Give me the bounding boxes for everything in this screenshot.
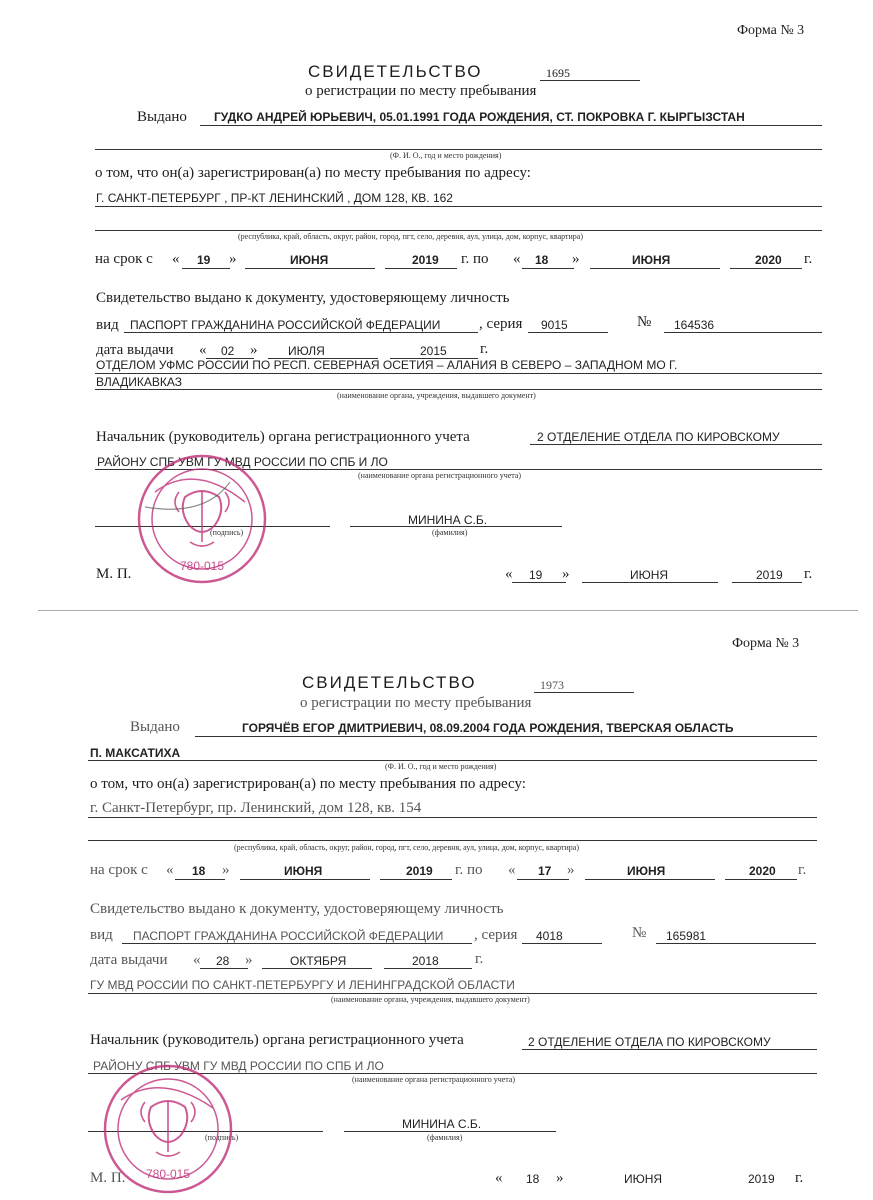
chief-label: Начальник (руководитель) органа регистрационного учета — [90, 1032, 464, 1048]
underline — [88, 817, 817, 818]
quote-open: « — [193, 952, 201, 968]
signature-caption: (подпись) — [210, 528, 244, 537]
issued-to-line-2: П. МАКСАТИХА — [90, 746, 181, 760]
issue-date-label: дата выдачи — [90, 952, 168, 968]
sign-year: 2019 — [756, 568, 783, 582]
chief-surname: МИНИНА С.Б. — [408, 513, 488, 527]
underline — [656, 943, 816, 944]
doc-type-label: вид — [96, 317, 119, 333]
underline — [528, 332, 608, 333]
name-caption: (Ф. И. О., год и место рождения) — [385, 762, 497, 771]
underline — [517, 879, 569, 880]
doc-issued-text: Свидетельство выдано к документу, удостоверяющему личность — [90, 901, 504, 917]
registered-text: о том, что он(а) зарегистрирован(а) по месту пребывания по адресу: — [90, 776, 526, 792]
address: Г. САНКТ-ПЕТЕРБУРГ , ПР-КТ ЛЕНИНСКИЙ , ДОМ 128, КВ. 162 — [96, 191, 453, 205]
series: 9015 — [541, 318, 568, 332]
underline — [240, 879, 370, 880]
underline — [534, 692, 634, 693]
quote-close: » — [222, 862, 230, 878]
quote-open: « — [199, 342, 207, 358]
address: г. Санкт-Петербург, пр. Ленинский, дом 128, кв. 154 — [90, 800, 422, 816]
underline — [522, 1049, 817, 1050]
from-year: 2019 — [412, 253, 439, 267]
mp-label: М. П. — [90, 1170, 126, 1186]
issued-to: ГУДКО АНДРЕЙ ЮРЬЕВИЧ, 05.01.1991 ГОДА РОЖДЕНИЯ, СТ. ПОКРОВКА Г. КЫРГЫЗСТАН — [214, 110, 745, 124]
year-suffix: г. — [798, 862, 807, 878]
document-title: СВИДЕТЕЛЬСТВО — [302, 673, 477, 692]
underline — [590, 268, 720, 269]
sign-month: ИЮНЯ — [624, 1172, 663, 1186]
form-number: Форма № 3 — [737, 23, 805, 38]
quote-close: » — [567, 862, 575, 878]
page-divider — [38, 610, 858, 611]
quote-open: « — [508, 862, 516, 878]
underline — [344, 1131, 556, 1132]
underline — [95, 206, 822, 207]
document-subtitle: о регистрации по месту пребывания — [300, 695, 532, 711]
doc-number: 164536 — [674, 318, 715, 332]
underline — [530, 444, 822, 445]
series: 4018 — [536, 929, 563, 943]
reg-org-line-1: 2 ОТДЕЛЕНИЕ ОТДЕЛА ПО КИРОВСКОМУ — [537, 430, 780, 444]
surname-caption: (фамилия) — [432, 528, 468, 537]
series-label: , серия — [474, 927, 518, 943]
document-subtitle: о регистрации по месту пребывания — [305, 83, 537, 99]
signature-caption: (подпись) — [205, 1133, 239, 1142]
underline — [175, 879, 225, 880]
issue-year: 2015 — [420, 344, 447, 358]
year-suffix: г. — [804, 251, 813, 267]
issued-label: Выдано — [130, 719, 180, 735]
chief-label: Начальник (руководитель) органа регистрационного учета — [96, 429, 470, 445]
issuer-caption: (наименование органа, учреждения, выдавшего документ) — [331, 995, 530, 1004]
underline — [122, 943, 472, 944]
underline — [380, 879, 452, 880]
underline — [88, 760, 817, 761]
underline — [664, 332, 822, 333]
official-stamp — [135, 452, 269, 586]
underline — [95, 389, 822, 390]
certificate-number: 1695 — [546, 66, 570, 80]
term-label: на срок с — [95, 251, 153, 267]
stamp-code: 780-015 — [179, 559, 225, 573]
name-caption: (Ф. И. О., год и место рождения) — [390, 151, 502, 160]
underline — [95, 230, 822, 231]
underline — [582, 582, 718, 583]
issue-day: 02 — [221, 344, 235, 358]
stamp-code: 780-015 — [145, 1167, 191, 1181]
year-suffix: г. — [480, 341, 489, 357]
from-year: 2019 — [406, 864, 433, 878]
issue-year: 2018 — [412, 954, 439, 968]
official-stamp — [97, 1062, 239, 1196]
to-month: ИЮНЯ — [632, 253, 671, 267]
underline — [585, 879, 715, 880]
underline — [200, 125, 822, 126]
issuer-line-1: ОТДЕЛОМ УФМС РОССИИ ПО РЕСП. СЕВЕРНАЯ ОСЕТИЯ – АЛАНИЯ В СЕВЕРО – ЗАПАДНОМ МО Г. — [96, 358, 678, 372]
quote-open: « — [172, 251, 180, 267]
from-month: ИЮНЯ — [290, 253, 329, 267]
underline — [350, 526, 562, 527]
underline — [88, 993, 817, 994]
doc-issued-text: Свидетельство выдано к документу, удостоверяющему личность — [96, 290, 510, 306]
underline — [725, 879, 797, 880]
from-day: 19 — [197, 253, 211, 267]
issuer: ГУ МВД РОССИИ ПО САНКТ-ПЕТЕРБУРГУ И ЛЕНИНГРАДСКОЙ ОБЛАСТИ — [90, 978, 515, 992]
year-suffix: г. — [795, 1170, 804, 1186]
issued-label: Выдано — [137, 109, 187, 125]
issue-month: ОКТЯБРЯ — [290, 954, 347, 968]
quote-open: « — [505, 566, 513, 582]
from-day: 18 — [192, 864, 206, 878]
to-label: г. по — [461, 251, 489, 267]
reg-org-line-2: РАЙОНУ СПБ УВМ ГУ МВД РОССИИ ПО СПБ И ЛО — [93, 1059, 384, 1073]
issue-day: 28 — [216, 954, 230, 968]
doc-type: ПАСПОРТ ГРАЖДАНИНА РОССИЙСКОЙ ФЕДЕРАЦИИ — [130, 318, 441, 332]
term-label: на срок с — [90, 862, 148, 878]
doc-type: ПАСПОРТ ГРАЖДАНИНА РОССИЙСКОЙ ФЕДЕРАЦИИ — [133, 929, 444, 943]
quote-close: » — [245, 952, 253, 968]
underline — [95, 373, 822, 374]
issuer-caption: (наименование органа, учреждения, выдавшего документ) — [337, 391, 536, 400]
underline — [195, 736, 817, 737]
underline — [384, 968, 472, 969]
sign-day: 19 — [529, 568, 543, 582]
underline — [522, 943, 602, 944]
reg-org-caption: (наименование органа регистрационного учета) — [352, 1075, 516, 1084]
underline — [200, 968, 248, 969]
underline — [522, 268, 574, 269]
to-year: 2020 — [749, 864, 776, 878]
certificate-number: 1973 — [540, 678, 564, 692]
underline — [540, 80, 640, 81]
underline — [88, 840, 817, 841]
to-day: 18 — [535, 253, 549, 267]
sign-year: 2019 — [748, 1172, 775, 1186]
sign-day: 18 — [526, 1172, 540, 1186]
series-label: , серия — [479, 316, 523, 332]
underline — [730, 268, 802, 269]
address-caption: (республика, край, область, округ, район, город, пгт, село, деревня, аул, улица, дом, корпус, квартира) — [234, 843, 580, 852]
to-month: ИЮНЯ — [627, 864, 666, 878]
quote-close: » — [556, 1170, 564, 1186]
underline — [385, 268, 457, 269]
surname-caption: (фамилия) — [427, 1133, 463, 1142]
underline — [95, 149, 822, 150]
reg-org-caption: (наименование органа регистрационного учета) — [358, 471, 522, 480]
quote-open: « — [513, 251, 521, 267]
underline — [512, 582, 566, 583]
document-title: СВИДЕТЕЛЬСТВО — [308, 62, 483, 81]
to-day: 17 — [538, 864, 552, 878]
number-label: № — [637, 314, 652, 330]
to-label: г. по — [455, 862, 483, 878]
underline — [245, 268, 375, 269]
issue-date-label: дата выдачи — [96, 342, 174, 358]
issue-month: ИЮЛЯ — [288, 344, 325, 358]
reg-org-line-2: РАЙОНУ СПБ УВМ ГУ МВД РОССИИ ПО СПБ И ЛО — [97, 455, 388, 469]
quote-close: » — [572, 251, 580, 267]
underline — [262, 968, 372, 969]
underline — [124, 332, 478, 333]
registered-text: о том, что он(а) зарегистрирован(а) по месту пребывания по адресу: — [95, 165, 531, 181]
underline — [182, 268, 230, 269]
quote-close: » — [229, 251, 237, 267]
to-year: 2020 — [755, 253, 782, 267]
reg-org-line-1: 2 ОТДЕЛЕНИЕ ОТДЕЛА ПО КИРОВСКОМУ — [528, 1035, 771, 1049]
quote-open: « — [166, 862, 174, 878]
mp-label: М. П. — [96, 566, 132, 582]
quote-open: « — [495, 1170, 503, 1186]
address-caption: (республика, край, область, округ, район, город, пгт, село, деревня, аул, улица, дом, корпус, квартира) — [238, 232, 584, 241]
form-number: Форма № 3 — [732, 636, 800, 651]
underline — [732, 582, 802, 583]
doc-number: 165981 — [666, 929, 707, 943]
chief-surname: МИНИНА С.Б. — [402, 1117, 482, 1131]
quote-close: » — [250, 342, 258, 358]
issued-to-line-1: ГОРЯЧЁВ ЕГОР ДМИТРИЕВИЧ, 08.09.2004 ГОДА РОЖДЕНИЯ, ТВЕРСКАЯ ОБЛАСТЬ — [242, 721, 734, 735]
doc-type-label: вид — [90, 927, 113, 943]
quote-close: » — [562, 566, 570, 582]
year-suffix: г. — [804, 566, 813, 582]
from-month: ИЮНЯ — [284, 864, 323, 878]
year-suffix: г. — [475, 951, 484, 967]
issuer-line-2: ВЛАДИКАВКАЗ — [96, 375, 183, 389]
sign-month: ИЮНЯ — [630, 568, 669, 582]
number-label: № — [632, 925, 647, 941]
